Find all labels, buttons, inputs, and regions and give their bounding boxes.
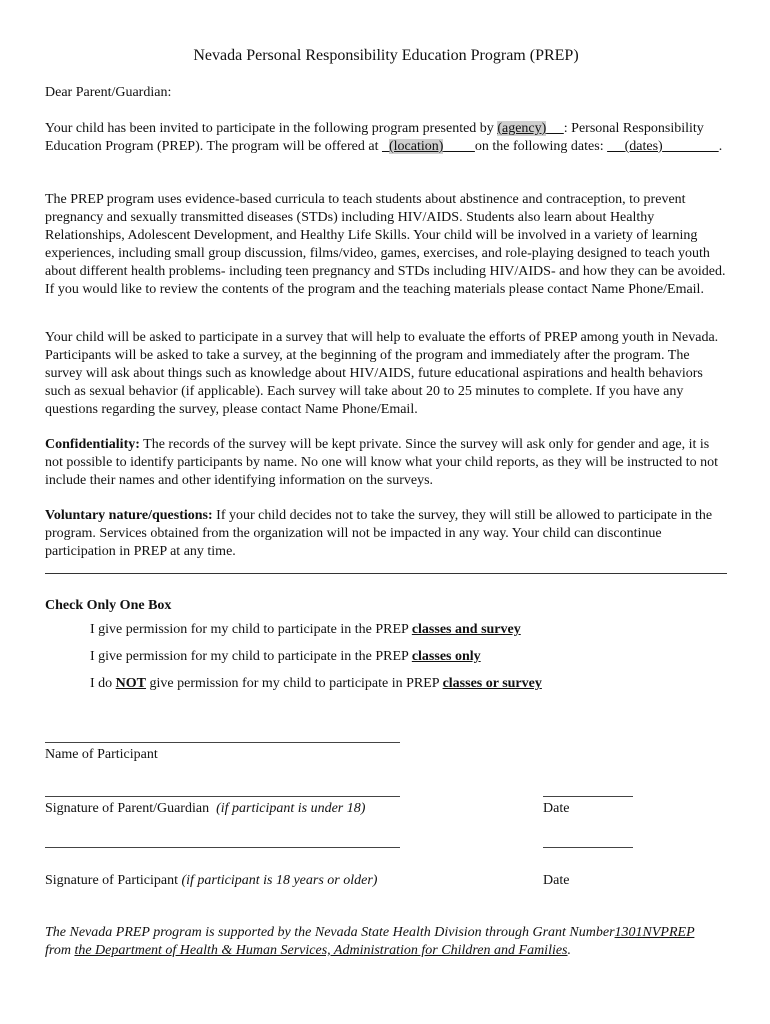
participant-signature-line[interactable] (45, 847, 400, 848)
participant-signature-label: Signature of Participant (if participant is 18 years or older) (45, 873, 378, 888)
parent-signature-label: Signature of Parent/Guardian (if participant is under 18) (45, 801, 366, 816)
voluntary-text: If your child decides not to take the survey, they will still be allowed to participate in the program. Services obtained from the organization will not be impacted in any way. Your child can discontinue participation in PREP at any time. (45, 508, 713, 559)
department-name: the Department of Health & Human Services, Administration for Children and Families (74, 943, 568, 958)
option-no-permission[interactable]: I do NOT give permission for my child to participate in PREP classes or survey (90, 676, 542, 691)
invite-text-3: on the following dates: (474, 139, 608, 154)
confidentiality-paragraph (45, 436, 727, 490)
program-description: The PREP program uses evidence-based curricula to teach students about abstinence and contraception, to prevent pregnancy and sexually transmitted diseases (STDs) including HIV/AIDS. Students also learn about Healthy Relationships, Adolescent Development, and Healthy Life Skills. Your child will be involved in a variety of learning experiences, including small group discussion, films/video, games, exercises, and role-playing designed to teach youth about different health problems- including teen pregnancy and STDs including HIV/AIDS- and how they can be avoided. If you would like to review the contents of the program and the teaching materials please contact Name Phone/Email. (45, 192, 726, 297)
participant-name-label: Name of Participant (45, 747, 158, 762)
parent-signature-line[interactable] (45, 796, 400, 797)
grant-number: 1301NVPREP (614, 925, 695, 940)
invite-text-1: Your child has been invited to participate in the following program presented by (45, 121, 498, 136)
location-field[interactable]: (location) (388, 139, 444, 154)
parent-date-label: Date (543, 801, 570, 816)
survey-description: Your child will be asked to participate in a survey that will help to evaluate the efforts of PREP among youth in Nevada. Participants will be asked to take a survey, at the beginning of the program and immediately after the program. The survey will ask about things such as knowledge about HIV/AIDS, future educational aspirations and health behaviors such as sexual behavior (if applicable). Each survey will take about 20 to 25 minutes to complete. If you have any questions regarding the survey, please contact Name Phone/Email. (45, 330, 719, 417)
confidentiality-heading: Confidentiality: (45, 437, 140, 452)
funding-footer: The Nevada PREP program is supported by the Nevada State Health Division through Grant Number1301NVPREP from the Department of Health & Human Services, Administration for Children and Families. (45, 925, 695, 958)
invitation-paragraph: Your child has been invited to participate in the following program presented by (agency) : Personal Responsibility Education Program (PREP). The program will be offered at (location) on the following dates: (dates) . (45, 121, 723, 154)
invite-text-2: : Personal Responsibility Education Program (PREP). The program will be offered at (45, 121, 704, 154)
option-classes-and-survey[interactable]: I give permission for my child to participate in the PREP classes and survey (90, 622, 521, 637)
confidentiality-text: The records of the survey will be kept private. Since the survey will ask only for gender and age, it is not possible to identify participants by name. No one will know what your child reports, as they will be instructed to not include their names and other identifying information on the surveys. (45, 437, 719, 488)
voluntary-heading: Voluntary nature/questions: (45, 508, 213, 523)
section-divider (45, 573, 727, 574)
parent-date-line[interactable] (543, 796, 633, 797)
option-classes-only[interactable]: I give permission for my child to participate in the PREP classes only (90, 649, 481, 664)
parent-signature-note: (if participant is under 18) (216, 801, 366, 816)
check-heading: Check Only One Box (45, 598, 172, 613)
participant-signature-note: (if participant is 18 years or older) (181, 873, 378, 888)
voluntary-paragraph (45, 507, 727, 561)
participant-date-line[interactable] (543, 847, 633, 848)
participant-name-line[interactable] (45, 742, 400, 743)
agency-field[interactable]: (agency) (497, 121, 547, 136)
participant-date-label: Date (543, 873, 570, 888)
dates-field[interactable]: (dates) (624, 139, 663, 154)
document-title: Nevada Personal Responsibility Education Program (PREP) (193, 47, 579, 64)
greeting: Dear Parent/Guardian: (45, 85, 172, 100)
